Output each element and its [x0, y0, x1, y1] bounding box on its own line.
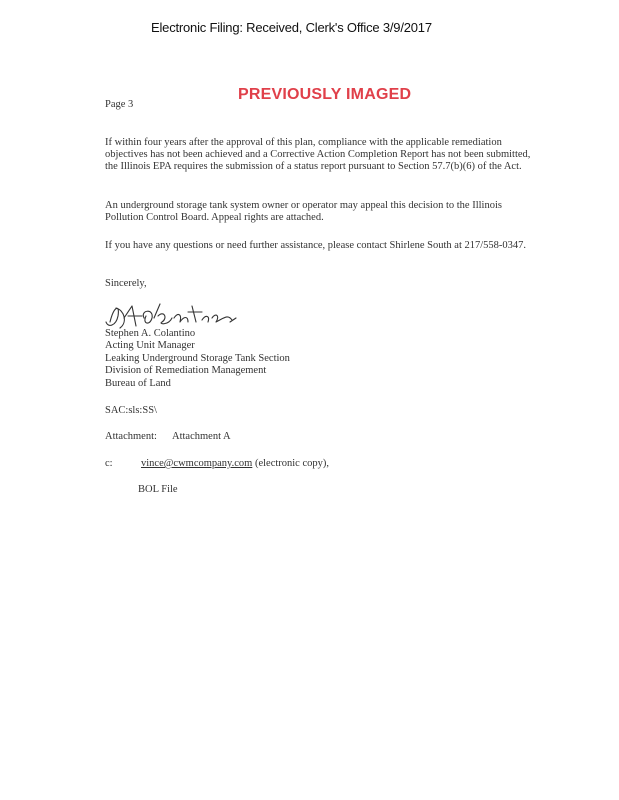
signature-block — [105, 328, 290, 390]
bol-file: BOL File — [138, 484, 178, 495]
signer-section: Leaking Underground Storage Tank Section — [105, 352, 290, 364]
signer-bureau: Bureau of Land — [105, 377, 171, 389]
attachment-label: Attachment: — [105, 431, 157, 442]
attachment-line — [105, 431, 231, 442]
signer-title: Acting Unit Manager — [105, 340, 195, 352]
reference-initials: SAC:sls:SS\ — [105, 405, 157, 416]
paragraph-contact: If you have any questions or need further assistance, please contact Shirlene South at 217/558-0347. — [105, 240, 527, 251]
page-number: Page 3 — [105, 99, 134, 110]
cc-note: (electronic copy), — [254, 458, 329, 469]
cc-line — [105, 458, 329, 469]
signer-division: Division of Remediation Management — [105, 365, 267, 377]
cc-label: c: — [105, 458, 113, 469]
paragraph-appeal: An underground storage tank system owner or operator may appeal this decision to the Illinois Pollution Control Board. Appeal rights are attached. — [105, 200, 502, 224]
signer-name: Stephen A. Colantino — [105, 328, 196, 339]
filing-header: Electronic Filing: Received, Clerk's Office 3/9/2017 — [151, 20, 432, 35]
paragraph-compliance: If within four years after the approval of this plan, compliance with the applicable remediation objectives has not been achieved and a Corrective Action Completion Report has not been submitted, the Illinois EPA requires the submission of a status report pursuant to Section 57.7(b)(6) of the Act. — [105, 137, 531, 173]
attachment-value: Attachment A — [172, 431, 231, 442]
closing: Sincerely, — [105, 278, 147, 289]
previously-imaged-stamp: PREVIOUSLY IMAGED — [238, 86, 412, 103]
cc-email-link[interactable]: vince@cwmcompany.com — [141, 458, 253, 469]
